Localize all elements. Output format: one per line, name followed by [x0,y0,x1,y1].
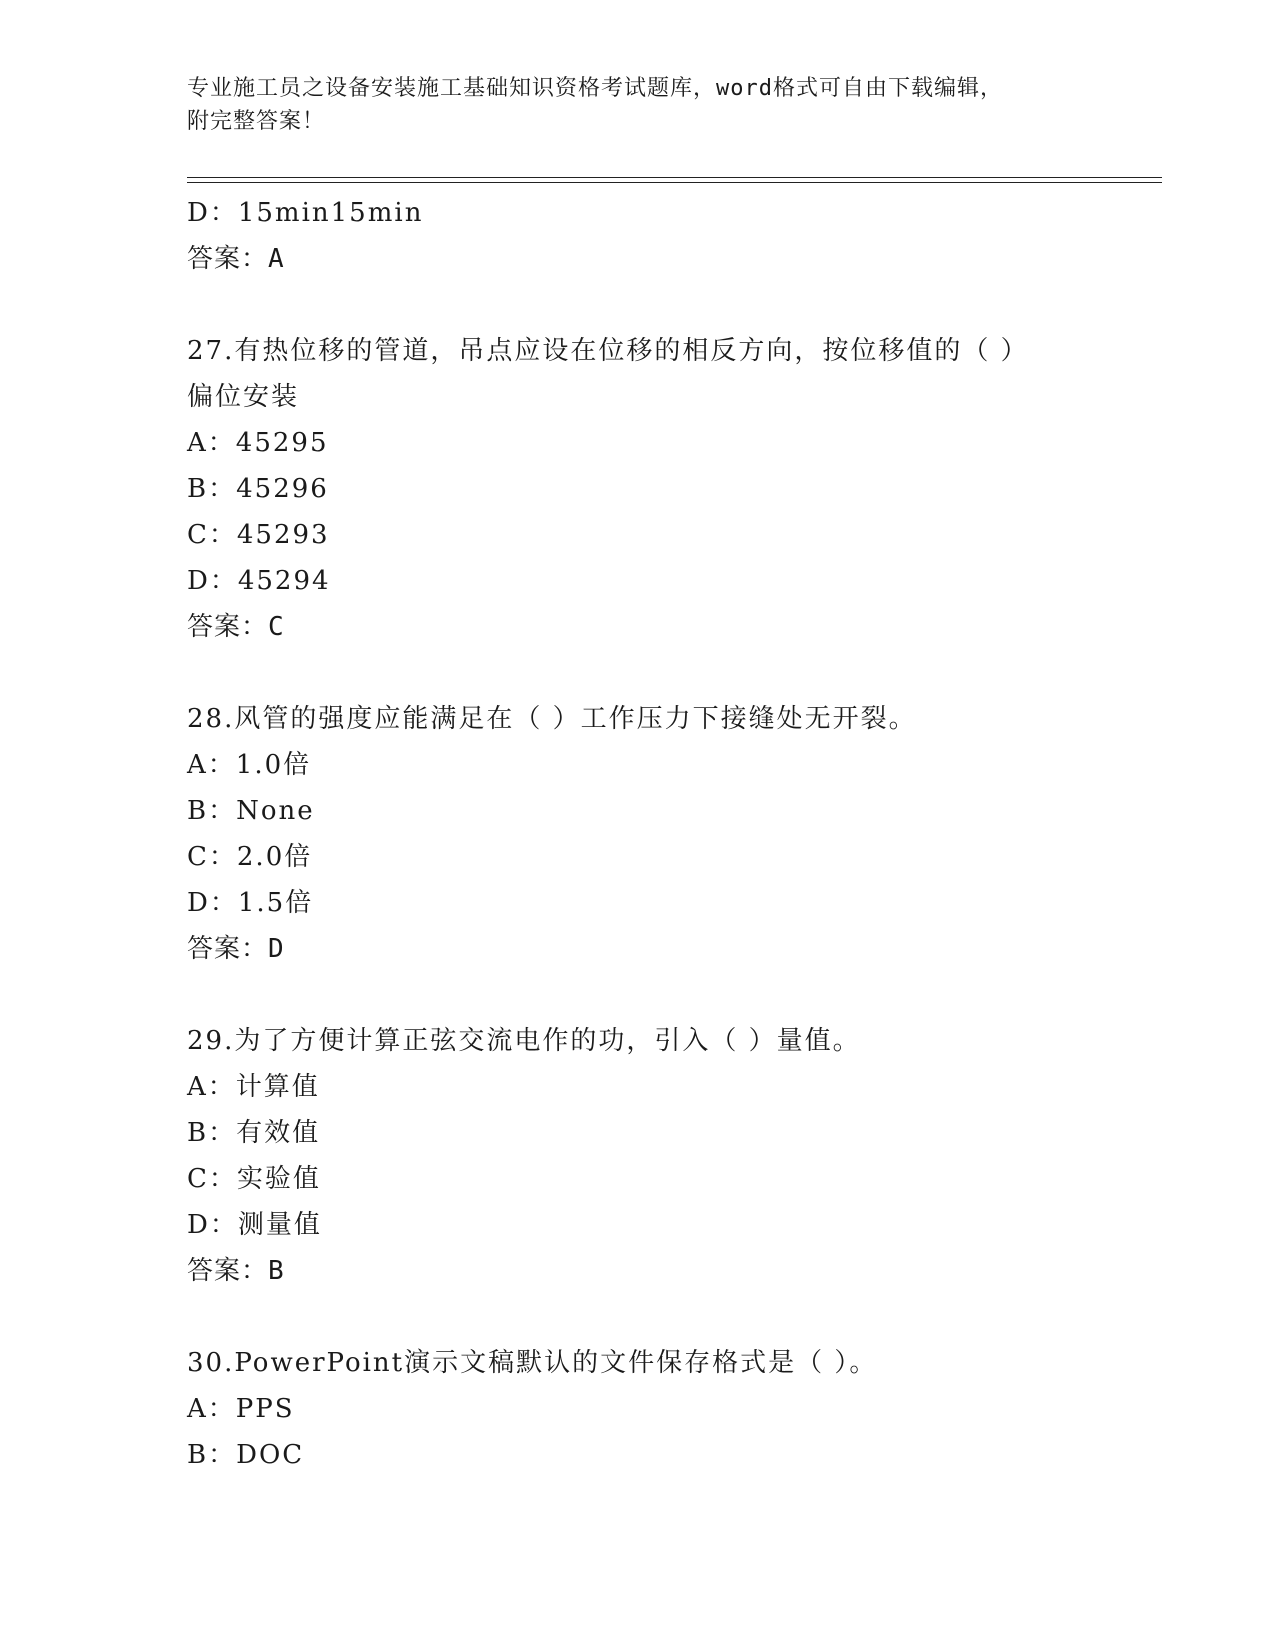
question-stem: 30.PowerPoint演示文稿默认的文件保存格式是（ ）。 [187,1348,878,1378]
question-stem: 29.为了方便计算正弦交流电作的功，引入（ ）量值。 [187,1026,861,1056]
option-c: C：实验值 [187,1164,321,1194]
document-page [187,0,1162,1650]
question-block [187,1340,1147,1478]
question-list [187,190,1147,1478]
option-b: B：有效值 [187,1118,321,1148]
header-divider [187,177,1162,178]
option-b: B：DOC [187,1440,305,1470]
option-d: D：45294 [187,566,331,596]
header-divider [187,182,1162,183]
answer-line: 答案：D [187,934,285,964]
answer-line: 答案：A [187,244,285,274]
option-a: A：计算值 [187,1072,320,1102]
question-stem: 27.有热位移的管道，吊点应设在位移的相反方向，按位移值的（ ） [187,336,1029,366]
option-c: C：2.0倍 [187,842,313,872]
option-a: A：1.0倍 [187,750,312,780]
header-line: 专业施工员之设备安装施工基础知识资格考试题库，word格式可自由下载编辑， [187,76,1003,101]
option-b: B：45296 [187,474,329,504]
option-d: D：15min15min [187,198,424,228]
document-header [187,72,1147,138]
question-stem: 偏位安装 [187,382,300,412]
option-a: A：45295 [187,428,329,458]
option-b: B：None [187,796,315,826]
question-block [187,696,1147,972]
question-stem: 28.风管的强度应能满足在（ ）工作压力下接缝处无开裂。 [187,704,917,734]
answer-line: 答案：B [187,1256,285,1286]
question-block [187,328,1147,650]
option-a: A：PPS [187,1394,295,1424]
answer-line: 答案：C [187,612,285,642]
option-d: D：1.5倍 [187,888,314,918]
option-d: D：测量值 [187,1210,322,1240]
header-line: 附完整答案！ [187,109,326,134]
question-block [187,1018,1147,1294]
option-c: C：45293 [187,520,330,550]
